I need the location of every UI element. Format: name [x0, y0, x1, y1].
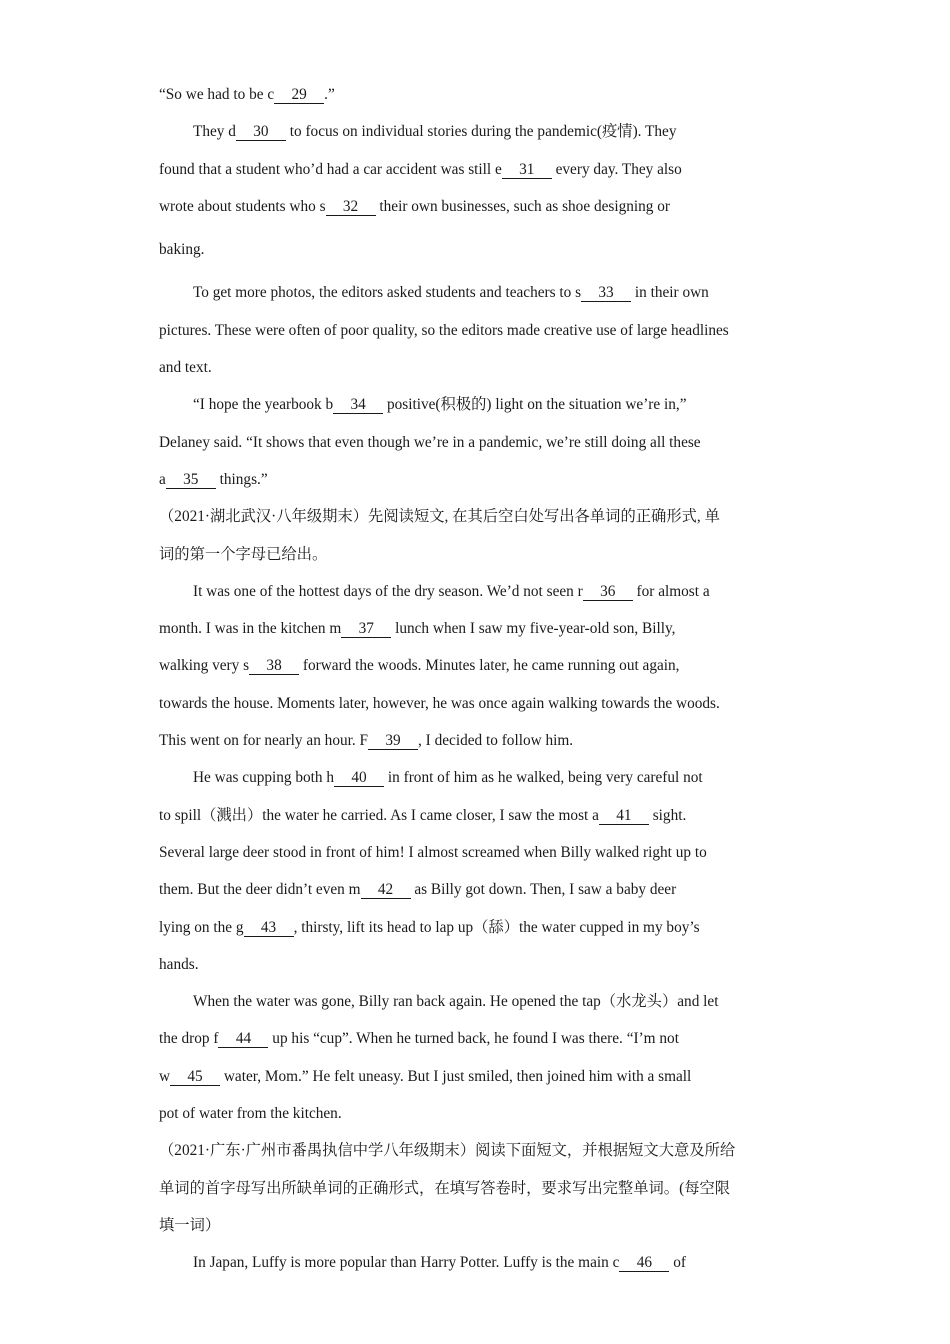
text-line: them. But the deer didn’t even m 42 as Billy got down. Then, I saw a baby deer: [159, 881, 677, 899]
text-line: This went on for nearly an hour. F 39 , I decided to follow him.: [159, 732, 574, 750]
blank-41: 41: [599, 807, 649, 825]
blank-32: 32: [326, 198, 376, 216]
text-line: To get more photos, the editors asked students and teachers to s 33 in their own: [193, 284, 709, 302]
blank-43: 43: [244, 919, 294, 937]
text-line: When the water was gone, Billy ran back again. He opened the tap（水龙头）and let: [193, 993, 719, 1011]
section-instruction: （2021·广东·广州市番禺执信中学八年级期末）阅读下面短文，并根据短文大意及所给: [159, 1142, 736, 1160]
section-instruction: （2021·湖北武汉·八年级期末）先阅读短文, 在其后空白处写出各单词的正确形式, 单: [159, 508, 720, 526]
text-line: walking very s 38 forward the woods. Minutes later, he came running out again,: [159, 657, 680, 675]
text-line: They d 30 to focus on individual stories during the pandemic(疫情). They: [193, 123, 677, 141]
text-line: lying on the g 43 , thirsty, lift its head to lap up（舔）the water cupped in my boy’s: [159, 918, 700, 936]
blank-36: 36: [583, 583, 633, 601]
text-line: the drop f 44 up his “cup”. When he turned back, he found I was there. “I’m not: [159, 1030, 679, 1048]
blank-46: 46: [619, 1254, 669, 1272]
section-instruction: 填一词）: [159, 1216, 221, 1234]
blank-39: 39: [368, 732, 418, 750]
section-instruction: 词的第一个字母已给出。: [159, 545, 328, 563]
text-line: towards the house. Moments later, however, he was once again walking towards the woods.: [159, 694, 720, 712]
blank-35: 35: [166, 471, 216, 489]
blank-37: 37: [341, 620, 391, 638]
section-instruction: 单词的首字母写出所缺单词的正确形式，在填写答卷时，要求写出完整单词。(每空限: [159, 1179, 731, 1197]
document-content: [159, 76, 794, 1282]
blank-34: 34: [333, 396, 383, 414]
blank-42: 42: [361, 881, 411, 899]
text-line: found that a student who’d had a car accident was still e 31 every day. They also: [159, 160, 682, 178]
blank-40: 40: [334, 769, 384, 787]
text-line: to spill（溅出）the water he carried. As I came closer, I saw the most a 41 sight.: [159, 806, 687, 824]
text-line: pictures. These were often of poor quality, so the editors made creative use of large headlines: [159, 321, 729, 339]
text-line: a 35 things.”: [159, 470, 268, 488]
text-line: and text.: [159, 359, 212, 377]
text-line: “So we had to be c 29 .”: [159, 86, 335, 103]
blank-30: 30: [236, 123, 286, 141]
blank-33: 33: [581, 284, 631, 302]
text-line: “I hope the yearbook b 34 positive(积极的) light on the situation we’re in,”: [193, 396, 687, 414]
text-line: w 45 water, Mom.” He felt uneasy. But I just smiled, then joined him with a small: [159, 1067, 692, 1085]
blank-29: 29: [274, 86, 324, 104]
text-line: Delaney said. “It shows that even though we’re in a pandemic, we’re still doing all these: [159, 433, 701, 451]
blank-31: 31: [502, 161, 552, 179]
blank-45: 45: [170, 1068, 220, 1086]
text-line: It was one of the hottest days of the dry season. We’d not seen r 36 for almost a: [193, 582, 710, 600]
text-line: month. I was in the kitchen m 37 lunch when I saw my five-year-old son, Billy,: [159, 620, 676, 638]
blank-38: 38: [249, 657, 299, 675]
text-line: Several large deer stood in front of him! I almost screamed when Billy walked right up to: [159, 843, 707, 861]
text-line: pot of water from the kitchen.: [159, 1105, 342, 1123]
text-line: In Japan, Luffy is more popular than Harry Potter. Luffy is the main c 46 of: [193, 1254, 686, 1272]
text-line: baking.: [159, 241, 205, 259]
text-line: He was cupping both h 40 in front of him as he walked, being very careful not: [193, 769, 703, 787]
text-line: hands.: [159, 955, 199, 973]
text-line: wrote about students who s 32 their own businesses, such as shoe designing or: [159, 197, 670, 215]
blank-44: 44: [218, 1030, 268, 1048]
